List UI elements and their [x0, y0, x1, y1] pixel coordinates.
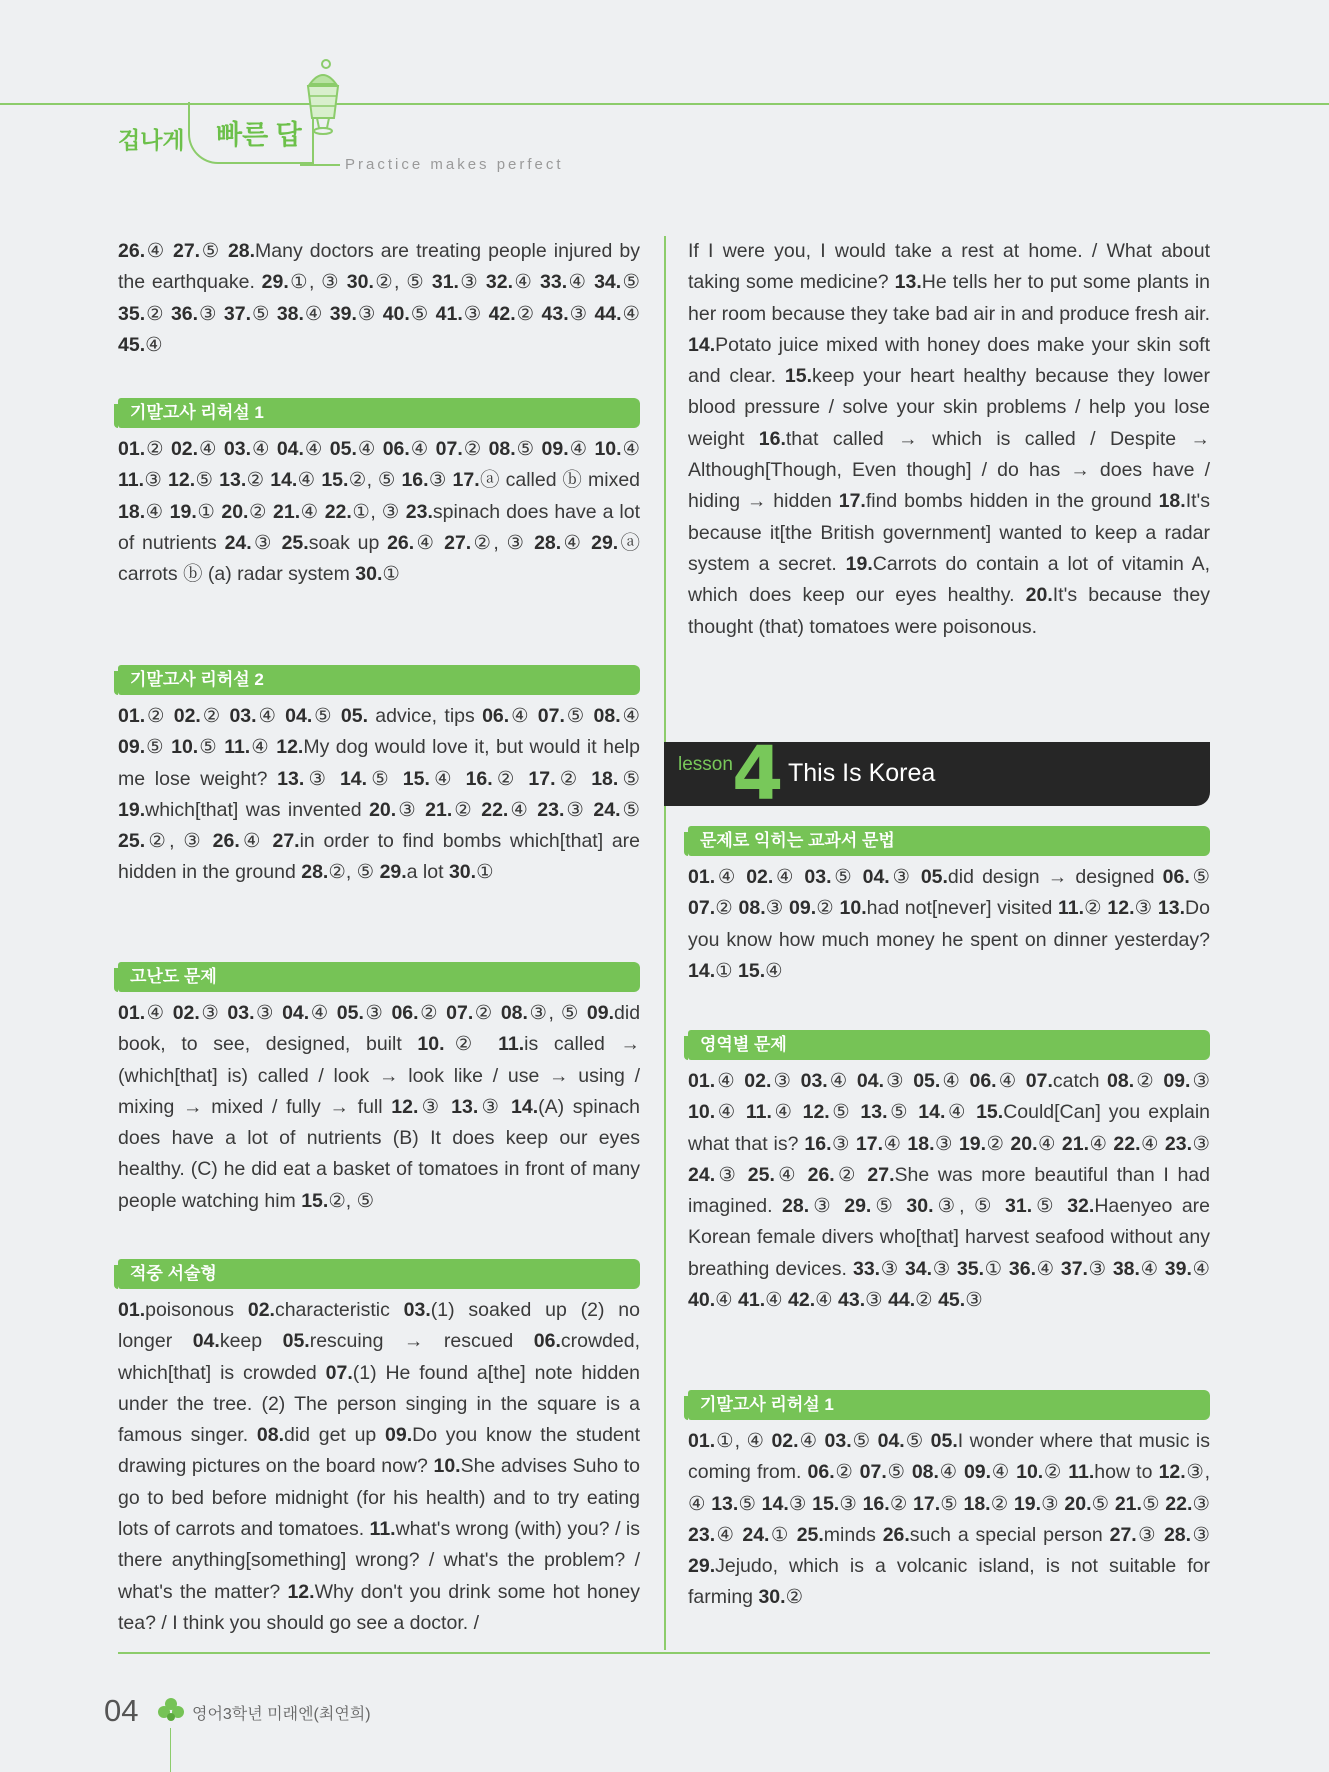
right-section-3: [688, 1390, 1210, 1614]
right-continuation-block: [688, 236, 1210, 643]
header-title: 빠른 답: [216, 120, 302, 150]
section-answers: 01.④ 02.④ 03.⑤ 04.③ 05.did design → designed 06.⑤ 07.② 08.③ 09.② 10.had not[never] visited 11.② 12.③ 13.Do you know how much money he spent on dinner yesterday? 14.① 15.④: [688, 866, 1210, 982]
lesson-title: This Is Korea: [788, 759, 936, 787]
section-heading: 영역별 문제: [688, 1030, 1210, 1060]
lesson-number: 4: [732, 731, 784, 817]
left-intro-text: 26.④ 27.⑤ 28.Many doctors are treating people injured by the earthquake. 29.①, ③ 30.②, ⑤ 31.③ 32.④ 33.④ 34.⑤ 35.② 36.③ 37.⑤ 38.④ 39.③ 40.⑤ 41.③ 42.② 43.③ 44.④ 45.④: [118, 240, 641, 356]
book-title: 영어3학년 미래엔(최연희): [192, 1706, 371, 1723]
left-section-4: [118, 1259, 640, 1639]
section-heading: 기말고사 리허설 1: [688, 1390, 1210, 1420]
left-section-1: [118, 398, 640, 590]
right-section-1: [688, 826, 1210, 987]
column-divider: [664, 236, 666, 1650]
section-answers: 01.④ 02.③ 03.④ 04.③ 05.④ 06.④ 07.catch 08.② 09.③ 10.④ 11.④ 12.⑤ 13.⑤ 14.④ 15.Could[Can] you explain what that is? 16.③ 17.④ 18.③ 19.② 20.④ 21.④ 22.④ 23.③ 24.③ 25.④ 26.② 27.She was more beautiful than I had imagined. 28.③ 29.⑤ 30.③, ⑤ 31.⑤ 32.Haenyeo are Korean female divers who[that] harvest seafood without any breathing devices. 33.③ 34.③ 35.① 36.④ 37.③ 38.④ 39.④ 40.④ 41.④ 42.④ 43.③ 44.② 45.③: [688, 1070, 1211, 1312]
left-intro-block: [118, 236, 640, 361]
header-label: 겁나게: [118, 127, 185, 153]
section-heading: 고난도 문제: [118, 962, 640, 992]
footer-rule: [118, 1652, 1210, 1654]
section-answers: 01.② 02.② 03.④ 04.⑤ 05. advice, tips 06.④ 07.⑤ 08.④ 09.⑤ 10.⑤ 11.④ 12.My dog would love it, but would it help me lose weight? 13.③ 14.⑤ 15.④ 16.② 17.② 18.⑤ 19.which[that] was invented 20.③ 21.② 22.④ 23.③ 24.⑤ 25.②, ③ 26.④ 27.in order to find bombs which[that] are hidden in the ground 28.②, ⑤ 29.a lot 30.①: [118, 705, 641, 884]
section-heading: 문제로 익히는 교과서 문법: [688, 826, 1210, 856]
page-number: 04: [104, 1693, 139, 1728]
header-tagline: Practice makes perfect: [345, 156, 564, 173]
left-section-3: [118, 962, 640, 1217]
section-heading: 적중 서술형: [118, 1259, 640, 1289]
right-section-2: [688, 1030, 1210, 1316]
section-heading: 기말고사 리허설 2: [118, 665, 640, 695]
header-title-underline: [300, 164, 340, 166]
footer-stem-line: [170, 1728, 171, 1772]
section-answers: 01.④ 02.③ 03.③ 04.④ 05.③ 06.② 07.② 08.③, ⑤ 09.did book, to see, designed, built 10.② 11.is called → (which[that] is) called / look → look like / use → using / mixing → mixed / fully → full 12.③ 13.③ 14.(A) spinach does have a lot of nutrients (B) It does keep our eyes healthy. (C) he did eat a basket of tomatoes in front of many people watching him 15.②, ⑤: [118, 1002, 641, 1212]
parfait-icon: [304, 58, 342, 138]
section-answers: 01.①, ④ 02.④ 03.⑤ 04.⑤ 05.I wonder where that music is coming from. 06.② 07.⑤ 08.④ 09.④ 10.② 11.how to 12.③, ④ 13.⑤ 14.③ 15.③ 16.② 17.⑤ 18.② 19.③ 20.⑤ 21.⑤ 22.③ 23.④ 24.① 25.minds 26.such a special person 27.③ 28.③ 29.Jejudo, which is a volcanic island, is not suitable for farming 30.②: [688, 1430, 1211, 1609]
clover-icon: [157, 1697, 185, 1727]
left-section-2: [118, 665, 640, 889]
right-continuation-text: If I were you, I would take a rest at home. / What about taking some medicine? 13.He tells her to put some plants in her room because they take bad air in and produce fresh air. 14.Potato juice mixed with honey does make your skin soft and clear. 15.keep your heart healthy because they lower blood pressure / solve your skin problems / help you lose weight 16.that called → which is called / Despite → Although[Though, Even though] / do has → does have / hiding → hidden 17.find bombs hidden in the ground 18.It's because it[the British government] wanted to keep a radar system a secret. 19.Carrots do contain a lot of vitamin A, which does keep our eyes healthy. 20.It's because they thought (that) tomatoes were poisonous.: [688, 240, 1211, 638]
section-heading: 기말고사 리허설 1: [118, 398, 640, 428]
lesson-label: lesson: [678, 754, 733, 775]
section-answers: 01.poisonous 02.characteristic 03.(1) soaked up (2) no longer 04.keep 05.rescuing → rescued 06.crowded, which[that] is crowded 07.(1) He found a[the] note hidden under the tree. (2) The person singing in the square is a famous singer. 08.did get up 09.Do you know the student drawing pictures on the board now? 10.She advises Suho to go to bed before midnight (for his health) and to try eating lots of carrots and tomatoes. 11.what's wrong (with) you? / is there anything[something] wrong? / what's the problem? / what's the matter? 12.Why don't you drink some hot honey tea? / I think you should go see a doctor. /: [118, 1299, 641, 1634]
lesson-banner: [664, 731, 1210, 817]
section-answers: 01.② 02.④ 03.④ 04.④ 05.④ 06.④ 07.② 08.⑤ 09.④ 10.④ 11.③ 12.⑤ 13.② 14.④ 15.②, ⑤ 16.③ 17.ⓐ called ⓑ mixed 18.④ 19.① 20.② 21.④ 22.①, ③ 23.spinach does have a lot of nutrients 24.③ 25.soak up 26.④ 27.②, ③ 28.④ 29.ⓐ carrots ⓑ (a) radar system 30.①: [118, 438, 641, 586]
